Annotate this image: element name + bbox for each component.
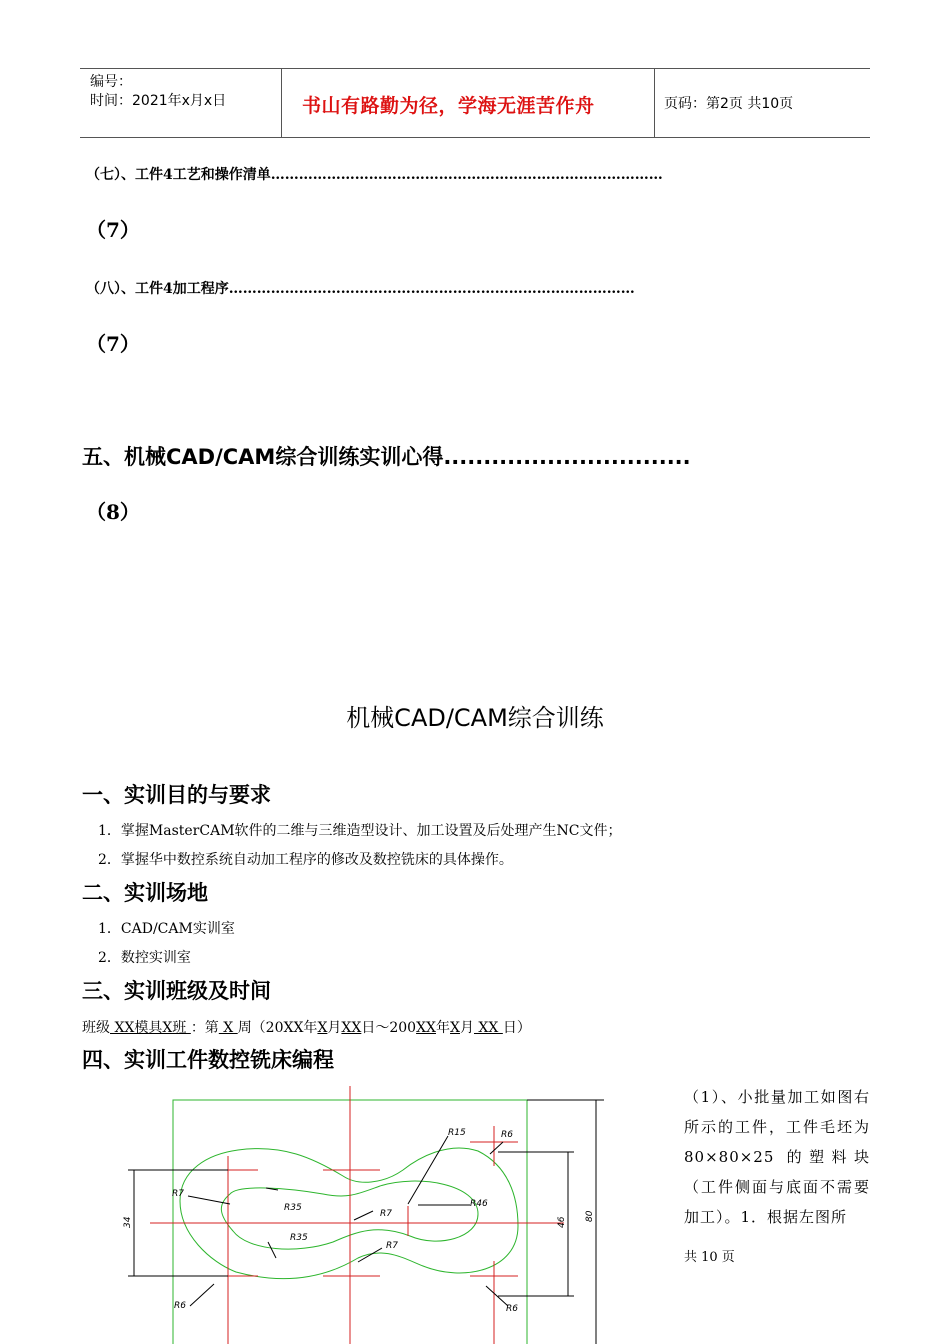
section-heading-2: 二、实训场地 (82, 881, 208, 905)
section-heading-1: 一、实训目的与要求 (82, 783, 271, 807)
week-value: X (218, 1020, 238, 1036)
dim-46: 46 (557, 1216, 567, 1228)
date-value: XX (341, 1020, 362, 1036)
label-r15: R15 (448, 1128, 466, 1138)
page-footer: 共 10 页 (684, 1250, 735, 1265)
toc-item-8[interactable]: （八）、工件4加工程序…………………………………………………………………………… (86, 281, 635, 297)
class-time-line (82, 1017, 531, 1037)
date-value: XX (416, 1020, 437, 1036)
label-r6-bottom-right: R6 (506, 1304, 518, 1314)
date-text: 年 (436, 1020, 451, 1036)
class-value: XX模具X班 (110, 1020, 191, 1036)
dimension-lines (128, 1100, 604, 1344)
label-r6-top: R6 (501, 1130, 513, 1140)
header-page-info: 页码：第2页 共10页 (664, 96, 794, 112)
week-label: ：第 (190, 1020, 219, 1036)
header-motto: 书山有路勤为径，学海无涯苦作舟 (302, 95, 595, 117)
toc-item-5-page: （8） (86, 500, 140, 524)
header-divider (654, 69, 655, 137)
label-r46: R46 (470, 1199, 488, 1209)
sec1-item-2: 2．掌握华中数控系统自动加工程序的修改及数控铣床的具体操作。 (98, 852, 513, 868)
label-r7-mid-bottom: R7 (386, 1241, 398, 1251)
section-heading-4: 四、实训工件数控铣床编程 (82, 1048, 334, 1072)
label-r7-mid-top: R7 (380, 1209, 392, 1219)
toc-item-8-page: （7） (86, 332, 140, 356)
label-r35-top: R35 (284, 1203, 302, 1213)
date-value: X (317, 1020, 328, 1036)
date-value: X (450, 1020, 460, 1036)
toc-item-7-page: （7） (86, 218, 140, 242)
label-r7-left: R7 (172, 1189, 184, 1199)
date-text: 日～200 (361, 1020, 417, 1036)
date-text: 周（20XX年 (237, 1020, 318, 1036)
page-header (80, 68, 870, 138)
label-r6-bottom-left: R6 (174, 1301, 186, 1311)
header-divider (281, 69, 282, 137)
sec2-item-1: 1．CAD/CAM实训室 (98, 921, 235, 937)
header-time: 时间：2021年x月x日 (90, 93, 227, 109)
date-value: XX (473, 1020, 503, 1036)
header-number: 编号： (90, 74, 132, 90)
label-r35-bottom: R35 (290, 1233, 308, 1243)
task-description: （1）、小批量加工如图右所示的工件，工件毛坯为 80×80×25 的塑料块（工件侧面与底面不需要加工）。1．根据左图所 (684, 1088, 870, 1226)
sec1-item-1: 1．掌握MasterCAM软件的二维与三维造型设计、加工设置及后处理产生NC文件； (98, 823, 622, 839)
sec2-item-2: 2．数控实训室 (98, 950, 191, 966)
section-heading-3: 三、实训班级及时间 (82, 979, 271, 1003)
date-text: 月 (459, 1020, 474, 1036)
dim-80: 80 (585, 1210, 595, 1222)
date-text: 月 (327, 1020, 342, 1036)
centerlines (150, 1086, 564, 1344)
toc-item-5[interactable]: 五、机械CAD/CAM综合训练实训心得............................... (82, 445, 691, 469)
toc-item-7[interactable]: （七）、工件4工艺和操作清单………………………………………………………………………… (86, 167, 663, 183)
dim-34: 34 (123, 1216, 133, 1228)
cad-drawing (118, 1086, 608, 1344)
document-title: 机械CAD/CAM综合训练 (346, 704, 604, 732)
part-profile-outer (180, 1148, 518, 1279)
class-label: 班级 (82, 1020, 110, 1036)
header-meta (90, 73, 226, 111)
date-text: 日） (502, 1020, 531, 1036)
